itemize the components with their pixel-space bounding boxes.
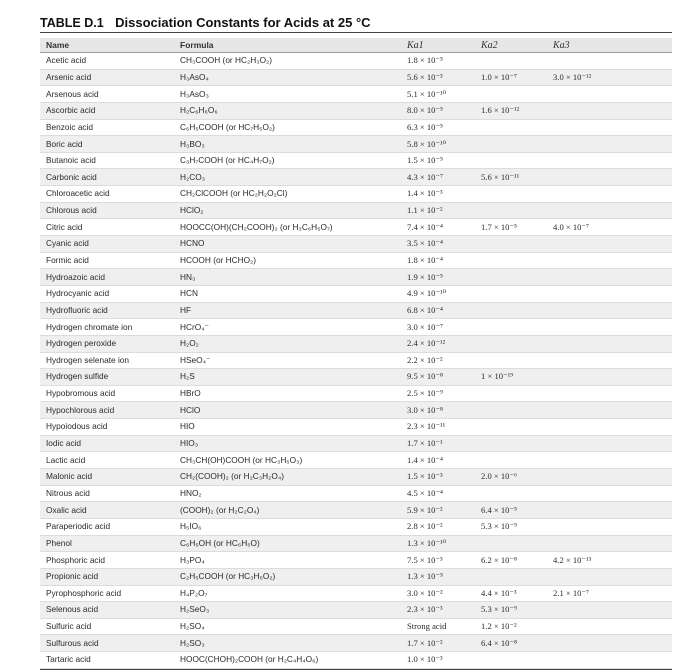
table-row [40,186,672,203]
cell-formula: HClO₂ [180,205,204,216]
cell-ka1: 8.0 × 10⁻⁵ [407,105,444,116]
cell-name: Cyanic acid [46,238,89,249]
cell-ka3 [547,452,672,469]
cell-ka1: 1.3 × 10⁻¹⁰ [407,537,447,548]
cell-name: Acetic acid [46,55,87,66]
table-row [40,335,672,352]
cell-ka1: 1.0 × 10⁻³ [407,654,443,665]
cell-name: Tartaric acid [46,654,91,665]
cell-ka1: 1.7 × 10⁻¹ [407,438,443,449]
table-row [40,518,672,535]
header-formula: Formula [174,38,401,53]
cell-ka1: 2.3 × 10⁻³ [407,604,443,615]
cell-ka2 [475,352,547,369]
cell-ka3: 4.0 × 10⁻⁷ [553,221,590,232]
cell-ka1: 1.1 × 10⁻² [407,205,443,216]
cell-ka3 [547,402,672,419]
cell-name: Sulfuric acid [46,621,92,632]
cell-name: Arsenic acid [46,71,92,82]
table-row [40,402,672,419]
dissociation-constants-table [40,38,672,669]
header-ka1: Ka1 [401,38,475,53]
cell-formula: HF [180,304,192,315]
cell-name: Hydrocyanic acid [46,288,110,299]
cell-formula: C₃H₇COOH (or HC₄H₇O₂) [180,155,275,166]
cell-name: Sulfurous acid [46,637,99,648]
cell-name: Nitrous acid [46,487,90,498]
cell-formula: HNO₂ [180,487,202,498]
cell-formula: H₂O₂ [180,338,199,349]
cell-ka2: 1.0 × 10⁻⁷ [481,71,518,82]
cell-ka1: 1.4 × 10⁻⁴ [407,454,444,465]
table-row [40,152,672,169]
cell-ka1: 3.0 × 10⁻² [407,587,443,598]
cell-ka2 [475,652,547,669]
table-row [40,236,672,253]
table-row [40,535,672,552]
table-row [40,69,672,86]
cell-ka2 [475,285,547,302]
cell-formula: CH₂(COOH)₂ (or H₂C₃H₂O₄) [180,471,284,482]
cell-ka1: 7.5 × 10⁻³ [407,554,443,565]
table-row [40,136,672,153]
table-row [40,602,672,619]
cell-name: Boric acid [46,138,83,149]
header-row [40,38,672,53]
cell-formula: C₂H₅COOH (or HC₃H₅O₂) [180,571,276,582]
cell-formula: C₆H₅COOH (or HC₇H₅O₂) [180,121,275,132]
cell-ka1: 2.5 × 10⁻⁹ [407,388,444,399]
cell-ka3 [547,86,672,103]
cell-formula: CH₃COOH (or HC₂H₃O₂) [180,55,273,66]
cell-ka3 [547,352,672,369]
cell-formula: HN₃ [180,271,196,282]
table-row [40,469,672,486]
cell-ka3 [547,119,672,136]
cell-ka2 [475,152,547,169]
cell-ka1: 6.8 × 10⁻⁴ [407,304,444,315]
cell-formula: H₂SO₄ [180,621,205,632]
table-row [40,419,672,436]
cell-name: Hydrogen chromate ion [46,321,133,332]
cell-ka1: 3.5 × 10⁻⁴ [407,238,444,249]
cell-ka1: 5.9 × 10⁻² [407,504,443,515]
cell-ka3 [547,236,672,253]
cell-ka1: 2.8 × 10⁻² [407,521,443,532]
cell-formula: HBrO [180,388,201,399]
cell-formula: H₂S [180,371,195,382]
cell-formula: HIO [180,421,195,432]
cell-ka3 [547,335,672,352]
table-container [40,10,672,665]
cell-formula: H₅IO₆ [180,521,202,532]
cell-formula: H₃AsO₄ [180,71,209,82]
cell-ka2 [475,335,547,352]
cell-ka2 [475,452,547,469]
cell-ka3 [547,152,672,169]
cell-ka3 [547,369,672,386]
cell-name: Selenous acid [46,604,99,615]
cell-formula: H₄P₂O₇ [180,587,208,598]
cell-ka1: 4.9 × 10⁻¹⁰ [407,288,447,299]
cell-formula: H₂CO₃ [180,171,206,182]
cell-ka3 [547,252,672,269]
table-row [40,568,672,585]
cell-formula: H₂SO₃ [180,637,205,648]
cell-ka2: 6.4 × 10⁻⁸ [481,637,518,648]
cell-ka2 [475,86,547,103]
cell-ka1: 5.1 × 10⁻¹⁰ [407,88,447,99]
cell-ka3 [547,136,672,153]
cell-ka2 [475,302,547,319]
cell-ka2: 5.6 × 10⁻¹¹ [481,171,520,182]
cell-formula: H₂SeO₃ [180,604,210,615]
cell-ka1: 1.7 × 10⁻² [407,637,443,648]
table-title-row [40,10,672,33]
cell-ka2: 4.4 × 10⁻³ [481,587,517,598]
cell-ka3 [547,602,672,619]
header-ka2: Ka2 [475,38,547,53]
cell-ka2 [475,236,547,253]
cell-ka2: 1.6 × 10⁻¹² [481,105,520,116]
cell-ka3 [547,285,672,302]
cell-ka1: 2.3 × 10⁻¹¹ [407,421,446,432]
table-body [40,53,672,669]
cell-ka1: 1.9 × 10⁻⁵ [407,271,444,282]
table-row [40,385,672,402]
cell-ka2 [475,252,547,269]
cell-formula: H₃PO₄ [180,554,205,565]
cell-name: Propionic acid [46,571,99,582]
cell-ka3 [547,169,672,186]
cell-ka1: 2.2 × 10⁻² [407,354,443,365]
cell-ka3: 2.1 × 10⁻⁷ [553,587,590,598]
table-row [40,435,672,452]
cell-ka1: 1.3 × 10⁻⁵ [407,571,444,582]
cell-formula: CH₂ClCOOH (or HC₂H₂O₂Cl) [180,188,288,199]
table-row [40,369,672,386]
cell-ka3 [547,535,672,552]
cell-name: Carbonic acid [46,171,97,182]
cell-name: Hydrogen selenate ion [46,354,130,365]
cell-ka3 [547,202,672,219]
cell-ka2: 1 × 10⁻¹⁹ [481,371,514,382]
cell-ka2 [475,53,547,70]
cell-formula: HClO [180,404,201,415]
cell-ka2 [475,402,547,419]
cell-formula: C₆H₅OH (or HC₆H₅O) [180,537,260,548]
cell-formula: HSeO₄⁻ [180,354,211,365]
cell-ka2 [475,535,547,552]
cell-ka2 [475,385,547,402]
cell-ka2 [475,136,547,153]
cell-ka2: 1.2 × 10⁻² [481,621,517,632]
table-title [40,15,371,30]
table-row [40,585,672,602]
cell-name: Hypochlorous acid [46,404,115,415]
table-row [40,352,672,369]
cell-name: Hydrofluoric acid [46,304,108,315]
cell-ka2: 1.7 × 10⁻⁵ [481,221,518,232]
cell-name: Hydrogen peroxide [46,338,117,349]
cell-name: Lactic acid [46,454,86,465]
cell-ka2: 6.4 × 10⁻⁵ [481,504,518,515]
cell-ka3: 4.2 × 10⁻¹³ [553,554,592,565]
cell-ka1: 5.8 × 10⁻¹⁰ [407,138,447,149]
cell-formula: HCN [180,288,198,299]
cell-ka3 [547,635,672,652]
cell-formula: HCOOH (or HCHO₂) [180,255,257,265]
cell-ka1: 1.8 × 10⁻⁵ [407,55,444,66]
cell-ka3 [547,568,672,585]
table-row [40,169,672,186]
table-row [40,285,672,302]
cell-ka1: 1.8 × 10⁻⁴ [407,255,444,265]
cell-ka1: 1.4 × 10⁻³ [407,188,443,199]
cell-name: Ascorbic acid [46,105,96,116]
cell-formula: HOOC(CHOH)₂COOH (or H₂C₄H₄O₆) [180,654,319,665]
cell-ka2 [475,319,547,336]
table-row [40,319,672,336]
table-row [40,102,672,119]
cell-name: Paraperiodic acid [46,521,111,532]
cell-ka2 [475,186,547,203]
cell-ka2: 6.2 × 10⁻⁸ [481,554,518,565]
cell-ka3 [547,102,672,119]
cell-ka3 [547,435,672,452]
table-row [40,53,672,70]
table-row [40,302,672,319]
header-ka3: Ka3 [547,38,672,53]
table-row [40,452,672,469]
table-row [40,269,672,286]
cell-name: Hypobromous acid [46,388,116,399]
cell-formula: HOOCC(OH)(CH₂COOH)₂ (or H₃C₆H₅O₇) [180,221,333,232]
cell-ka3: 3.0 × 10⁻¹² [553,71,592,82]
cell-name: Arsenous acid [46,88,99,99]
cell-ka1: 3.0 × 10⁻⁸ [407,404,444,415]
cell-name: Formic acid [46,255,89,265]
cell-ka3 [547,319,672,336]
table-row [40,618,672,635]
table-row [40,252,672,269]
table-row [40,502,672,519]
cell-name: Butanoic acid [46,155,96,166]
cell-formula: CH₃CH(OH)COOH (or HC₃H₅O₃) [180,454,303,465]
cell-ka1: 5.6 × 10⁻³ [407,71,443,82]
cell-formula: H₃AsO₃ [180,88,209,99]
cell-name: Hypoiodous acid [46,421,108,432]
cell-formula: HCNO [180,238,205,249]
cell-formula: (COOH)₂ (or H₂C₂O₄) [180,504,260,515]
cell-ka3 [547,269,672,286]
cell-ka1: 7.4 × 10⁻⁴ [407,221,444,232]
table-row [40,485,672,502]
cell-formula: HCrO₄⁻ [180,321,209,332]
cell-ka1: 1.5 × 10⁻³ [407,471,443,482]
cell-name: Oxalic acid [46,504,87,515]
cell-ka3 [547,502,672,519]
table-name: Dissociation Constants for Acids at 25 °C [115,15,371,30]
cell-name: Citric acid [46,221,83,232]
cell-ka1: Strong acid [407,621,447,632]
cell-ka2 [475,485,547,502]
cell-name: Pyrophosphoric acid [46,587,122,598]
table-row [40,219,672,236]
table-row [40,635,672,652]
table-row [40,86,672,103]
cell-ka3 [547,469,672,486]
cell-ka3 [547,186,672,203]
cell-name: Phosphoric acid [46,554,106,565]
cell-name: Benzoic acid [46,121,94,132]
cell-ka2 [475,435,547,452]
cell-name: Hydroazoic acid [46,271,106,282]
table-row [40,652,672,669]
cell-formula: H₂C₆H₆O₆ [180,105,218,116]
cell-name: Hydrogen sulfide [46,371,109,382]
table-number: TABLE D.1 [40,16,104,30]
cell-ka1: 2.4 × 10⁻¹² [407,338,446,349]
cell-ka3 [547,652,672,669]
cell-name: Malonic acid [46,471,93,482]
table-row [40,202,672,219]
cell-ka2 [475,568,547,585]
header-name: Name [40,38,174,53]
cell-ka1: 6.3 × 10⁻⁵ [407,121,444,132]
cell-ka2: 2.0 × 10⁻⁶ [481,471,518,482]
cell-ka1: 1.5 × 10⁻⁵ [407,155,444,166]
table-row [40,119,672,136]
cell-name: Chlorous acid [46,205,97,216]
cell-formula: H₃BO₃ [180,138,205,149]
cell-ka3 [547,518,672,535]
cell-ka3 [547,419,672,436]
cell-ka2: 5.3 × 10⁻⁹ [481,604,518,615]
cell-ka1: 4.3 × 10⁻⁷ [407,171,444,182]
cell-ka2 [475,202,547,219]
cell-ka3 [547,302,672,319]
cell-ka1: 3.0 × 10⁻⁷ [407,321,444,332]
cell-ka2: 5.3 × 10⁻⁹ [481,521,518,532]
cell-formula: HIO₃ [180,438,199,449]
cell-ka1: 4.5 × 10⁻⁴ [407,487,444,498]
cell-ka2 [475,419,547,436]
cell-ka2 [475,269,547,286]
cell-ka3 [547,618,672,635]
cell-ka3 [547,385,672,402]
cell-name: Chloroacetic acid [46,188,110,199]
cell-name: Phenol [46,537,72,548]
cell-ka3 [547,485,672,502]
cell-name: Iodic acid [46,438,82,449]
table-row [40,552,672,569]
cell-ka1: 9.5 × 10⁻⁸ [407,371,444,382]
cell-ka2 [475,119,547,136]
cell-ka3 [547,53,672,70]
